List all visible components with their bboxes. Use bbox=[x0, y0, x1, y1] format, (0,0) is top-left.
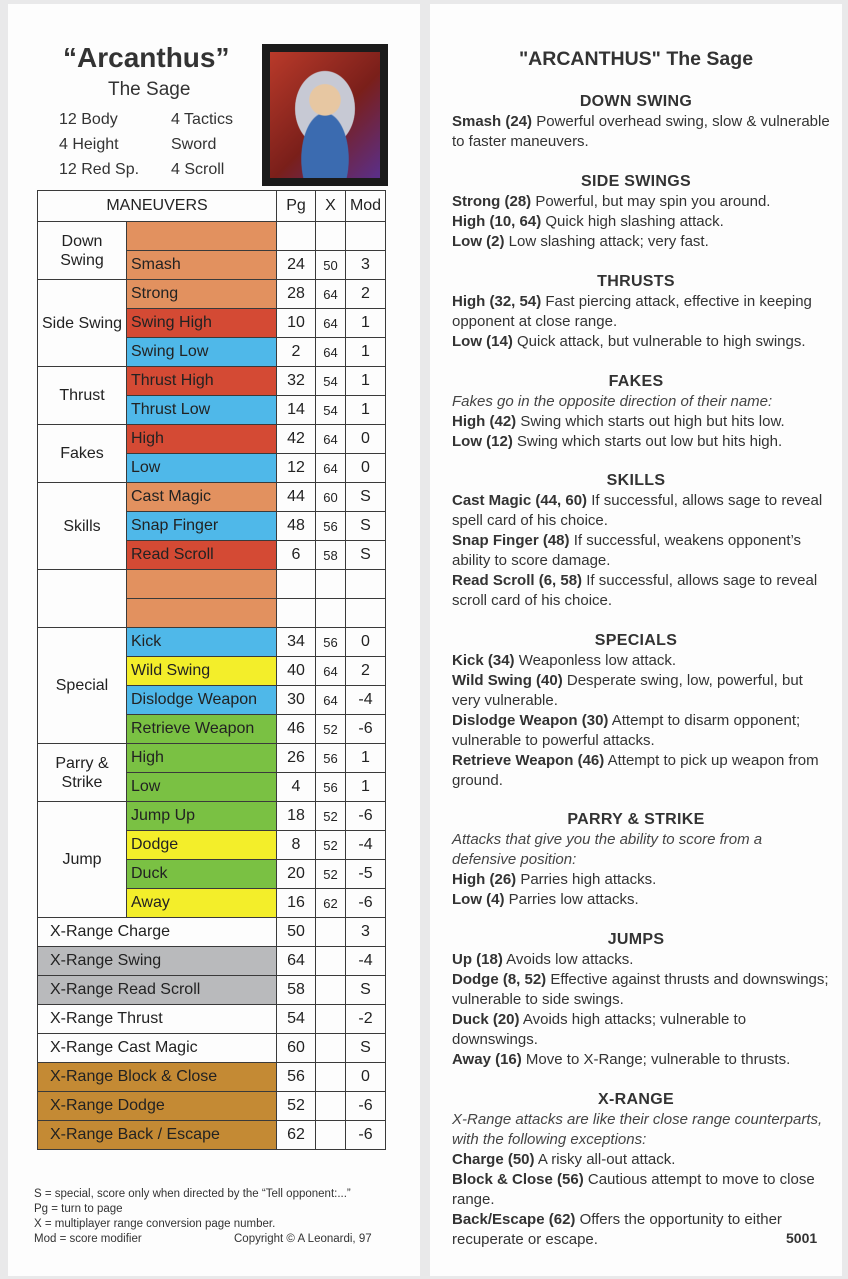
maneuver-x: 56 bbox=[316, 512, 346, 541]
move-label: High (32, 54) bbox=[452, 293, 542, 310]
maneuver-pg: 14 bbox=[277, 396, 316, 425]
maneuver-x bbox=[316, 570, 346, 599]
move-text: Offers the opportunity to either recuperate or escape. bbox=[452, 1211, 782, 1248]
maneuver-pg: 12 bbox=[277, 454, 316, 483]
move-label: Smash (24) bbox=[452, 113, 533, 130]
maneuver-mod: 1 bbox=[346, 396, 386, 425]
range-maneuver-name: X-Range Read Scroll bbox=[38, 976, 277, 1005]
range-maneuver-pg: 58 bbox=[277, 976, 316, 1005]
table-row bbox=[38, 425, 386, 454]
range-maneuver-pg: 64 bbox=[277, 947, 316, 976]
maneuver-pg: 20 bbox=[277, 860, 316, 889]
range-maneuver-x bbox=[316, 1063, 346, 1092]
maneuver-pg: 30 bbox=[277, 686, 316, 715]
maneuver-name: Kick bbox=[127, 628, 277, 657]
section-intro: Fakes go in the opposite direction of their name: bbox=[452, 393, 773, 410]
table-row bbox=[38, 947, 386, 976]
maneuver-x: 52 bbox=[316, 715, 346, 744]
section-body-x-range bbox=[452, 1110, 830, 1250]
move-text: Parries high attacks. bbox=[516, 871, 657, 888]
group-skills: Skills bbox=[38, 483, 127, 570]
move-label: Back/Escape (62) bbox=[452, 1211, 576, 1228]
maneuver-name: Dodge bbox=[127, 831, 277, 860]
table-row bbox=[38, 918, 386, 947]
maneuver-pg: 26 bbox=[277, 744, 316, 773]
maneuver-name: Low bbox=[127, 454, 277, 483]
character-subtitle: The Sage bbox=[108, 79, 191, 100]
maneuver-name bbox=[127, 599, 277, 628]
section-body-fakes bbox=[452, 392, 830, 452]
move-label: Block & Close (56) bbox=[452, 1171, 584, 1188]
copyright: Copyright © A Leonardi, 97 bbox=[234, 1233, 372, 1245]
move-text: Powerful, but may spin you around. bbox=[531, 193, 771, 210]
maneuver-mod: S bbox=[346, 512, 386, 541]
table-header-row bbox=[38, 191, 386, 222]
move-label: Duck (20) bbox=[452, 1011, 520, 1028]
stat-scroll: 4 Scroll bbox=[171, 161, 225, 178]
maneuver-pg: 40 bbox=[277, 657, 316, 686]
stat-height: 4 Height bbox=[59, 136, 119, 153]
section-body-jumps bbox=[452, 950, 830, 1070]
maneuver-name: Snap Finger bbox=[127, 512, 277, 541]
maneuver-mod: 2 bbox=[346, 657, 386, 686]
range-maneuver-name: X-Range Back / Escape bbox=[38, 1121, 277, 1150]
move-text: Weaponless low attack. bbox=[514, 652, 677, 669]
section-intro: Attacks that give you the ability to score from a defensive position: bbox=[452, 831, 763, 868]
maneuver-x: 56 bbox=[316, 744, 346, 773]
maneuver-x: 56 bbox=[316, 773, 346, 802]
move-label: Low (4) bbox=[452, 891, 505, 908]
maneuver-mod: 1 bbox=[346, 773, 386, 802]
range-maneuver-pg: 54 bbox=[277, 1005, 316, 1034]
maneuver-pg: 4 bbox=[277, 773, 316, 802]
maneuver-pg bbox=[277, 222, 316, 251]
maneuver-mod: -6 bbox=[346, 802, 386, 831]
character-portrait bbox=[262, 44, 388, 186]
maneuver-x bbox=[316, 222, 346, 251]
group-parry-strike: Parry & Strike bbox=[38, 744, 127, 802]
maneuver-table bbox=[37, 190, 386, 1150]
maneuver-mod: -4 bbox=[346, 686, 386, 715]
table-row bbox=[38, 367, 386, 396]
table-row bbox=[38, 1121, 386, 1150]
range-maneuver-x bbox=[316, 918, 346, 947]
group-thrust: Thrust bbox=[38, 367, 127, 425]
section-body-specials bbox=[452, 651, 830, 791]
table-row bbox=[38, 570, 386, 599]
move-label: Up (18) bbox=[452, 951, 503, 968]
move-text: Desperate swing, low, powerful, but very vulnerable. bbox=[452, 672, 803, 709]
range-maneuver-name: X-Range Cast Magic bbox=[38, 1034, 277, 1063]
maneuver-pg: 46 bbox=[277, 715, 316, 744]
section-body-skills bbox=[452, 491, 830, 611]
range-maneuver-mod: -2 bbox=[346, 1005, 386, 1034]
move-text: Quick attack, but vulnerable to high swings. bbox=[512, 333, 806, 350]
maneuver-x: 60 bbox=[316, 483, 346, 512]
section-heading-parry-strike: PARRY & STRIKE bbox=[567, 811, 705, 828]
maneuver-mod bbox=[346, 570, 386, 599]
move-text: Parries low attacks. bbox=[504, 891, 639, 908]
maneuver-mod: 1 bbox=[346, 309, 386, 338]
move-label: Low (2) bbox=[452, 233, 505, 250]
move-text: If successful, weakens opponent’s ability to score damage. bbox=[452, 532, 802, 569]
maneuver-name: Thrust High bbox=[127, 367, 277, 396]
move-label: Dodge (8, 52) bbox=[452, 971, 547, 988]
range-maneuver-name: X-Range Block & Close bbox=[38, 1063, 277, 1092]
range-maneuver-mod: -6 bbox=[346, 1121, 386, 1150]
maneuver-pg: 32 bbox=[277, 367, 316, 396]
range-maneuver-pg: 62 bbox=[277, 1121, 316, 1150]
maneuver-x: 54 bbox=[316, 367, 346, 396]
section-body-down-swing bbox=[452, 112, 830, 152]
maneuver-name: Dislodge Weapon bbox=[127, 686, 277, 715]
section-body-side-swings bbox=[452, 192, 830, 252]
section-body-thrusts bbox=[452, 292, 830, 352]
move-text: Cautious attempt to move to close range. bbox=[452, 1171, 815, 1208]
move-label: Away (16) bbox=[452, 1051, 522, 1068]
maneuver-mod: -5 bbox=[346, 860, 386, 889]
move-label: Read Scroll (6, 58) bbox=[452, 572, 583, 589]
move-label: Wild Swing (40) bbox=[452, 672, 563, 689]
maneuver-mod: 1 bbox=[346, 338, 386, 367]
maneuver-name bbox=[127, 222, 277, 251]
maneuver-x: 52 bbox=[316, 831, 346, 860]
table-row bbox=[38, 1063, 386, 1092]
move-label: High (42) bbox=[452, 413, 517, 430]
move-label: Snap Finger (48) bbox=[452, 532, 570, 549]
move-label: Low (12) bbox=[452, 433, 513, 450]
footnote-mod: Mod = score modifier bbox=[34, 1233, 142, 1245]
range-maneuver-pg: 56 bbox=[277, 1063, 316, 1092]
stat-red-sp: 12 Red Sp. bbox=[59, 161, 140, 178]
maneuver-mod: 0 bbox=[346, 628, 386, 657]
maneuver-x: 64 bbox=[316, 425, 346, 454]
maneuver-x: 52 bbox=[316, 802, 346, 831]
maneuver-x: 52 bbox=[316, 860, 346, 889]
move-label: Low (14) bbox=[452, 333, 513, 350]
table-row bbox=[38, 628, 386, 657]
maneuver-mod: -6 bbox=[346, 889, 386, 918]
move-label: Retrieve Weapon (46) bbox=[452, 752, 605, 769]
maneuver-name: Swing Low bbox=[127, 338, 277, 367]
move-text: Swing which starts out high but hits low. bbox=[516, 413, 785, 430]
stat-tactics: 4 Tactics bbox=[171, 111, 233, 128]
table-row bbox=[38, 976, 386, 1005]
maneuver-name: Read Scroll bbox=[127, 541, 277, 570]
maneuver-x: 64 bbox=[316, 686, 346, 715]
move-text: If successful, allows sage to reveal scroll card of his choice. bbox=[452, 572, 818, 609]
maneuver-name: Strong bbox=[127, 280, 277, 309]
maneuver-x: 62 bbox=[316, 889, 346, 918]
character-name: “Arcanthus” bbox=[63, 42, 230, 73]
move-text: Move to X-Range; vulnerable to thrusts. bbox=[521, 1051, 791, 1068]
range-maneuver-pg: 52 bbox=[277, 1092, 316, 1121]
move-label: Dislodge Weapon (30) bbox=[452, 712, 609, 729]
table-row bbox=[38, 222, 386, 251]
maneuver-mod: 3 bbox=[346, 251, 386, 280]
footnote-special: S = special, score only when directed by the “Tell opponent:...” bbox=[34, 1188, 351, 1200]
maneuver-x: 64 bbox=[316, 280, 346, 309]
move-text: Low slashing attack; very fast. bbox=[504, 233, 709, 250]
range-maneuver-mod: S bbox=[346, 1034, 386, 1063]
maneuver-mod: 1 bbox=[346, 367, 386, 396]
range-maneuver-pg: 50 bbox=[277, 918, 316, 947]
maneuver-mod: 0 bbox=[346, 454, 386, 483]
maneuver-mod bbox=[346, 222, 386, 251]
range-maneuver-name: X-Range Thrust bbox=[38, 1005, 277, 1034]
description-card bbox=[430, 4, 842, 1276]
move-label: Strong (28) bbox=[452, 193, 532, 210]
range-maneuver-name: X-Range Charge bbox=[38, 918, 277, 947]
table-row bbox=[38, 1092, 386, 1121]
maneuver-pg: 48 bbox=[277, 512, 316, 541]
group-down-swing: Down Swing bbox=[38, 222, 127, 280]
section-heading-x-range: X-RANGE bbox=[598, 1091, 674, 1108]
card-number: 5001 bbox=[786, 1230, 818, 1246]
section-intro: X-Range attacks are like their close range counterparts, with the following exceptions: bbox=[452, 1111, 823, 1148]
group-special: Special bbox=[38, 628, 127, 744]
group-jump: Jump bbox=[38, 802, 127, 918]
section-heading-thrusts: THRUSTS bbox=[597, 273, 675, 290]
maneuver-pg: 16 bbox=[277, 889, 316, 918]
maneuver-pg: 10 bbox=[277, 309, 316, 338]
maneuver-name: Swing High bbox=[127, 309, 277, 338]
maneuver-mod: -4 bbox=[346, 831, 386, 860]
section-heading-skills: SKILLS bbox=[606, 472, 666, 489]
maneuver-mod: S bbox=[346, 483, 386, 512]
maneuver-name: Jump Up bbox=[127, 802, 277, 831]
group-side-swing: Side Swing bbox=[38, 280, 127, 367]
section-heading-down-swing: DOWN SWING bbox=[579, 93, 693, 110]
maneuver-name: Duck bbox=[127, 860, 277, 889]
move-text: Attempt to pick up weapon from ground. bbox=[452, 752, 819, 789]
group-empty bbox=[38, 570, 127, 628]
maneuver-pg: 44 bbox=[277, 483, 316, 512]
maneuver-x: 56 bbox=[316, 628, 346, 657]
maneuver-pg bbox=[277, 570, 316, 599]
maneuver-name: Low bbox=[127, 773, 277, 802]
maneuver-name: Cast Magic bbox=[127, 483, 277, 512]
header-x: X bbox=[316, 191, 346, 222]
sage-portrait-image bbox=[270, 52, 380, 178]
move-text: Attempt to disarm opponent; vulnerable to powerful attacks. bbox=[452, 712, 801, 749]
footnote-x: X = multiplayer range conversion page number. bbox=[34, 1218, 276, 1230]
move-label: Charge (50) bbox=[452, 1151, 535, 1168]
maneuver-mod: -6 bbox=[346, 715, 386, 744]
range-maneuver-x bbox=[316, 947, 346, 976]
maneuver-mod: 0 bbox=[346, 425, 386, 454]
maneuver-pg: 34 bbox=[277, 628, 316, 657]
move-text: Swing which starts out low but hits high. bbox=[512, 433, 783, 450]
move-text: A risky all-out attack. bbox=[534, 1151, 676, 1168]
header-mod: Mod bbox=[346, 191, 386, 222]
group-fakes: Fakes bbox=[38, 425, 127, 483]
maneuver-x: 58 bbox=[316, 541, 346, 570]
maneuver-pg: 6 bbox=[277, 541, 316, 570]
maneuver-pg: 42 bbox=[277, 425, 316, 454]
header-pg: Pg bbox=[277, 191, 316, 222]
maneuver-x bbox=[316, 599, 346, 628]
maneuver-name: Away bbox=[127, 889, 277, 918]
range-maneuver-mod: 3 bbox=[346, 918, 386, 947]
maneuver-pg: 18 bbox=[277, 802, 316, 831]
table-row bbox=[38, 1034, 386, 1063]
maneuver-x: 64 bbox=[316, 454, 346, 483]
maneuver-pg: 8 bbox=[277, 831, 316, 860]
table-row bbox=[38, 744, 386, 773]
maneuver-x: 64 bbox=[316, 309, 346, 338]
range-maneuver-x bbox=[316, 1092, 346, 1121]
range-maneuver-mod: S bbox=[346, 976, 386, 1005]
maneuver-mod bbox=[346, 599, 386, 628]
maneuver-name: Retrieve Weapon bbox=[127, 715, 277, 744]
range-maneuver-mod: -6 bbox=[346, 1092, 386, 1121]
stat-weapon: Sword bbox=[171, 136, 217, 153]
maneuver-pg: 2 bbox=[277, 338, 316, 367]
range-maneuver-mod: -4 bbox=[346, 947, 386, 976]
section-heading-jumps: JUMPS bbox=[607, 931, 665, 948]
section-body-parry-strike bbox=[452, 830, 830, 910]
section-heading-specials: SPECIALS bbox=[594, 632, 678, 649]
range-maneuver-pg: 60 bbox=[277, 1034, 316, 1063]
maneuver-card bbox=[8, 4, 420, 1276]
range-maneuver-name: X-Range Swing bbox=[38, 947, 277, 976]
move-label: Cast Magic (44, 60) bbox=[452, 492, 588, 509]
maneuver-x: 64 bbox=[316, 657, 346, 686]
maneuver-x: 54 bbox=[316, 396, 346, 425]
move-text: If successful, allows sage to reveal spell card of his choice. bbox=[452, 492, 823, 529]
move-text: Quick high slashing attack. bbox=[541, 213, 724, 230]
table-row bbox=[38, 483, 386, 512]
maneuver-name bbox=[127, 570, 277, 599]
stat-body: 12 Body bbox=[59, 111, 118, 128]
move-text: Avoids high attacks; vulnerable to downswings. bbox=[452, 1011, 747, 1048]
move-label: High (10, 64) bbox=[452, 213, 542, 230]
range-maneuver-x bbox=[316, 1005, 346, 1034]
move-text: Powerful overhead swing, slow & vulnerable to faster maneuvers. bbox=[452, 113, 830, 150]
maneuver-x: 50 bbox=[316, 251, 346, 280]
card-title: "ARCANTHUS" The Sage bbox=[518, 48, 754, 70]
maneuver-pg: 24 bbox=[277, 251, 316, 280]
table-row bbox=[38, 802, 386, 831]
maneuver-mod: S bbox=[346, 541, 386, 570]
table-row bbox=[38, 280, 386, 309]
range-maneuver-mod: 0 bbox=[346, 1063, 386, 1092]
move-label: High (26) bbox=[452, 871, 517, 888]
maneuver-name: Wild Swing bbox=[127, 657, 277, 686]
range-maneuver-x bbox=[316, 976, 346, 1005]
range-maneuver-name: X-Range Dodge bbox=[38, 1092, 277, 1121]
footnote-pg: Pg = turn to page bbox=[34, 1203, 123, 1215]
section-heading-side-swings: SIDE SWINGS bbox=[581, 173, 691, 190]
maneuver-name: High bbox=[127, 744, 277, 773]
maneuver-x: 64 bbox=[316, 338, 346, 367]
maneuver-name: Thrust Low bbox=[127, 396, 277, 425]
maneuver-name: Smash bbox=[127, 251, 277, 280]
range-maneuver-x bbox=[316, 1121, 346, 1150]
maneuver-pg: 28 bbox=[277, 280, 316, 309]
move-label: Kick (34) bbox=[452, 652, 515, 669]
move-text: Avoids low attacks. bbox=[502, 951, 634, 968]
maneuver-mod: 2 bbox=[346, 280, 386, 309]
maneuver-name: High bbox=[127, 425, 277, 454]
maneuver-mod: 1 bbox=[346, 744, 386, 773]
range-maneuver-x bbox=[316, 1034, 346, 1063]
table-row bbox=[38, 1005, 386, 1034]
move-text: Fast piercing attack, effective in keeping opponent at close range. bbox=[452, 293, 812, 330]
move-text: Effective against thrusts and downswings; vulnerable to side swings. bbox=[452, 971, 829, 1008]
maneuver-pg bbox=[277, 599, 316, 628]
section-heading-fakes: FAKES bbox=[608, 373, 664, 390]
header-maneuvers: MANEUVERS bbox=[38, 191, 277, 222]
